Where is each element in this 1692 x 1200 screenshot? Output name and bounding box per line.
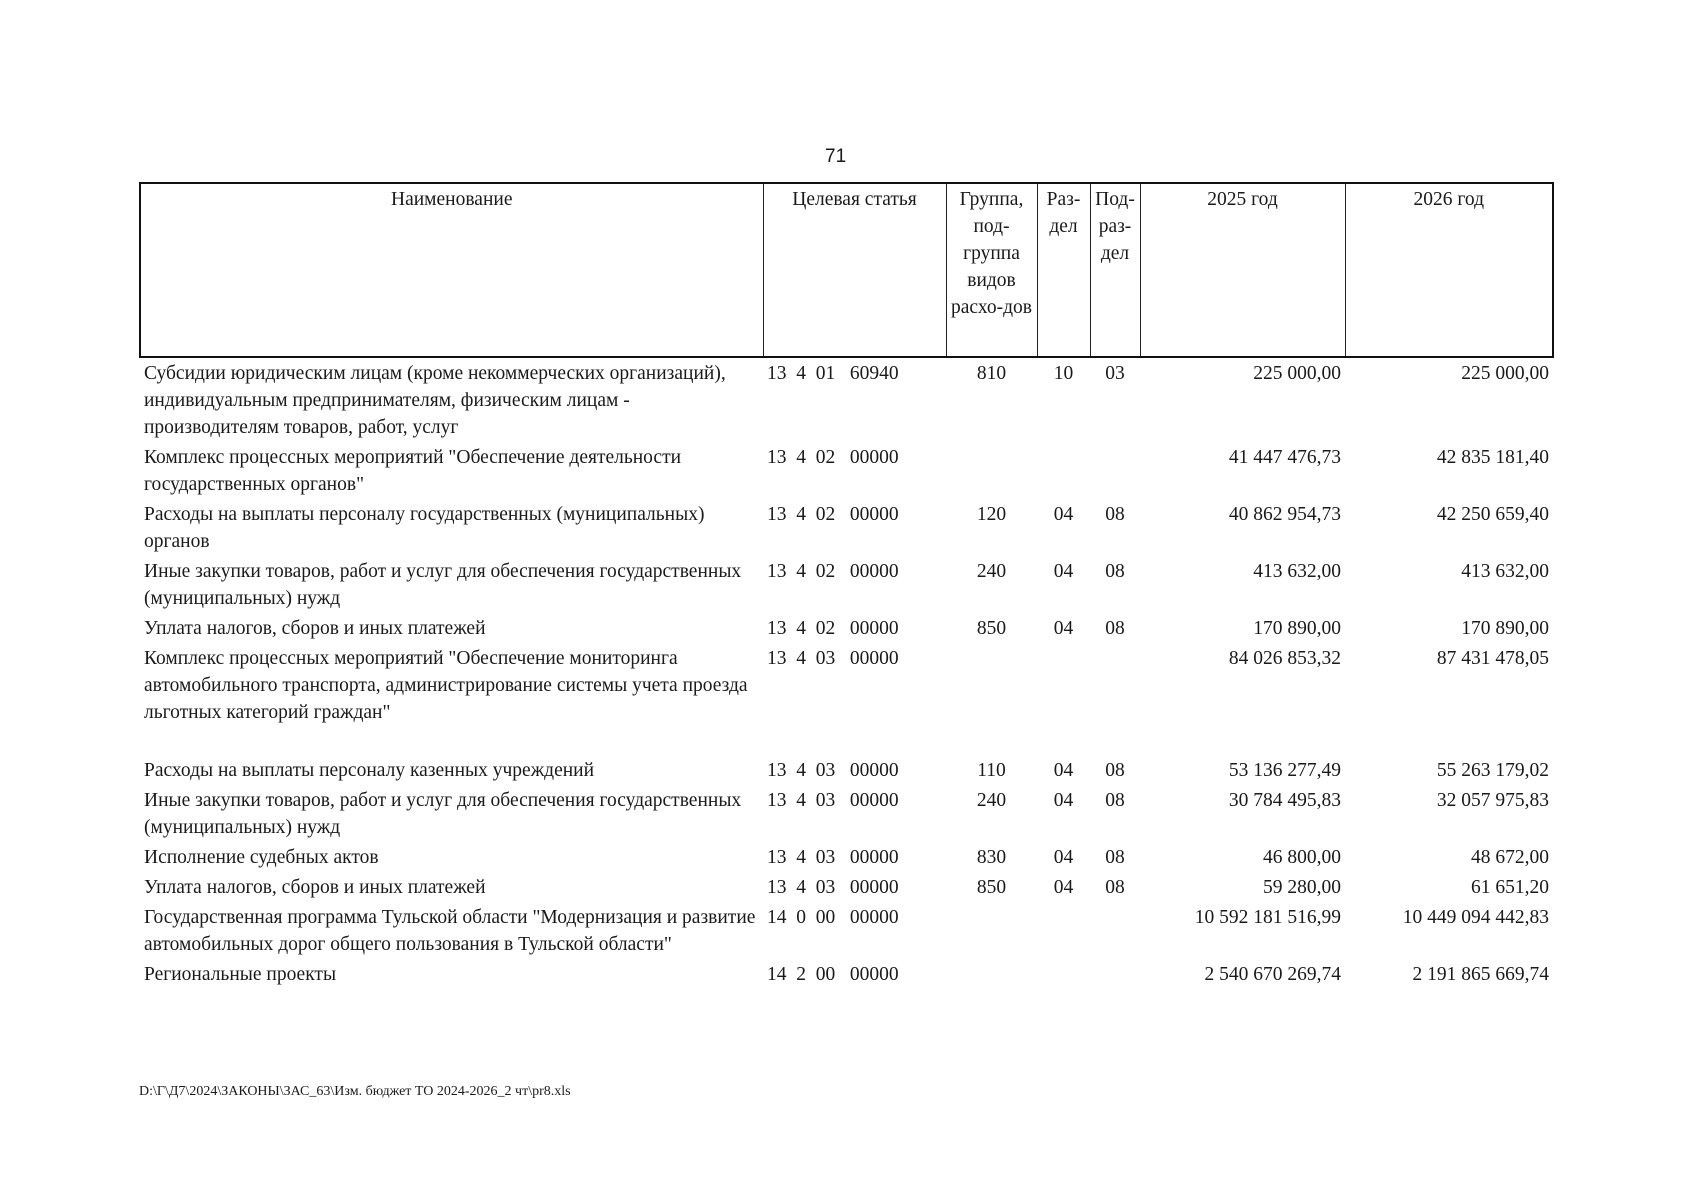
- row-group: 240: [976, 561, 1007, 582]
- row-section: 04: [1053, 790, 1074, 811]
- table-row: [140, 442, 1553, 499]
- row-subsection: [1090, 643, 1140, 755]
- row-subsection: 08: [1105, 561, 1125, 582]
- row-group: 810: [976, 363, 1007, 384]
- row-amount-2026: 48 672,00: [1471, 847, 1549, 868]
- row-amount-2026: 87 431 478,05: [1436, 648, 1549, 669]
- row-amount-2026: 42 250 659,40: [1436, 504, 1549, 525]
- row-name: Расходы на выплаты персоналу казенных учреждений: [144, 760, 595, 781]
- row-subsection: 08: [1105, 877, 1125, 898]
- row-name: Комплекс процессных мероприятий "Обеспечение деятельности государственных органов": [144, 447, 682, 495]
- row-section: 10: [1053, 363, 1074, 384]
- row-amount-2026: 10 449 094 442,83: [1402, 907, 1549, 928]
- row-section: 04: [1053, 877, 1074, 898]
- table-row: [140, 842, 1553, 872]
- row-amount-2026: 55 263 179,02: [1436, 760, 1549, 781]
- row-section: [1037, 902, 1090, 959]
- row-group: [946, 902, 1037, 959]
- header-year-2025: 2025 год: [1140, 183, 1345, 357]
- table-row: [140, 556, 1553, 613]
- row-amount-2026: 2 191 865 669,74: [1412, 964, 1549, 985]
- row-target-code: 13 4 01 60940: [767, 363, 899, 384]
- table-row: [140, 902, 1553, 959]
- row-subsection: 08: [1105, 618, 1125, 639]
- row-subsection: 08: [1105, 504, 1125, 525]
- table-row: [140, 643, 1553, 755]
- header-subsection: Под-раз-дел: [1090, 183, 1140, 357]
- row-target-code: 13 4 02 00000: [767, 561, 899, 582]
- row-group: 110: [977, 760, 1006, 781]
- row-group: 240: [976, 790, 1007, 811]
- table-row: [140, 959, 1553, 989]
- row-target-code: 13 4 03 00000: [767, 847, 899, 868]
- row-target-code: 13 4 02 00000: [767, 618, 899, 639]
- row-amount-2026: 170 890,00: [1461, 618, 1549, 639]
- table-row: [140, 785, 1553, 842]
- row-name: Региональные проекты: [144, 964, 337, 985]
- row-subsection: [1090, 902, 1140, 959]
- row-subsection: 03: [1105, 363, 1125, 384]
- header-year-2026: 2026 год: [1345, 183, 1553, 357]
- row-group: [946, 959, 1037, 989]
- row-subsection: [1090, 959, 1140, 989]
- table-row: [140, 613, 1553, 643]
- row-amount-2026: 61 651,20: [1471, 877, 1549, 898]
- row-amount-2025: 225 000,00: [1253, 363, 1341, 384]
- row-amount-2026: 413 632,00: [1461, 561, 1549, 582]
- row-target-code: 13 4 03 00000: [767, 648, 899, 669]
- row-subsection: 08: [1105, 760, 1125, 781]
- row-group: [946, 643, 1037, 755]
- row-section: 04: [1053, 504, 1074, 525]
- row-section: 04: [1053, 847, 1074, 868]
- row-amount-2025: 30 784 495,83: [1228, 790, 1341, 811]
- row-section: 04: [1053, 561, 1074, 582]
- row-name: Субсидии юридическим лицам (кроме некоммерческих организаций), индивидуальным предпринимателям, физическим лицам - производителям товаров, работ, услуг: [144, 363, 726, 438]
- table-row: [140, 357, 1553, 442]
- row-name: Исполнение судебных актов: [144, 847, 379, 868]
- row-section: [1037, 959, 1090, 989]
- row-amount-2025: 10 592 181 516,99: [1194, 907, 1341, 928]
- header-group: Группа, под-группа видов расхо-дов: [946, 183, 1037, 357]
- row-section: 04: [1053, 618, 1074, 639]
- row-section: [1037, 442, 1090, 499]
- row-amount-2025: 40 862 954,73: [1228, 504, 1341, 525]
- row-group: 850: [976, 618, 1007, 639]
- row-amount-2025: 413 632,00: [1253, 561, 1341, 582]
- table-row: [140, 499, 1553, 556]
- row-target-code: 13 4 02 00000: [767, 504, 899, 525]
- row-name: Комплекс процессных мероприятий "Обеспечение мониторинга автомобильного транспорта, администрирование системы учета проезда льготных категорий граждан": [144, 648, 748, 723]
- row-group: 830: [976, 847, 1007, 868]
- row-section: [1037, 643, 1090, 755]
- row-name: Иные закупки товаров, работ и услуг для обеспечения государственных (муниципальных) нужд: [144, 790, 742, 838]
- row-amount-2025: 46 800,00: [1263, 847, 1341, 868]
- row-group: 850: [976, 877, 1007, 898]
- row-target-code: 13 4 03 00000: [767, 877, 899, 898]
- row-amount-2026: 42 835 181,40: [1436, 447, 1549, 468]
- row-target-code: 14 2 00 00000: [767, 964, 899, 985]
- row-amount-2026: 32 057 975,83: [1436, 790, 1549, 811]
- row-subsection: 08: [1105, 790, 1125, 811]
- row-group: 120: [976, 504, 1007, 525]
- row-name: Расходы на выплаты персоналу государственных (муниципальных) органов: [144, 504, 705, 552]
- row-group: [946, 442, 1037, 499]
- row-subsection: 08: [1105, 847, 1125, 868]
- table-row: [140, 872, 1553, 902]
- table-row: [140, 755, 1553, 785]
- row-name: Уплата налогов, сборов и иных платежей: [144, 618, 486, 639]
- row-target-code: 14 0 00 00000: [767, 907, 899, 928]
- header-target: Целевая статья: [763, 183, 946, 357]
- row-amount-2026: 225 000,00: [1461, 363, 1549, 384]
- row-amount-2025: 59 280,00: [1263, 877, 1341, 898]
- row-name: Государственная программа Тульской области "Модернизация и развитие автомобильных дорог общего пользования в Тульской области": [144, 907, 756, 955]
- row-section: 04: [1053, 760, 1074, 781]
- row-amount-2025: 84 026 853,32: [1228, 648, 1341, 669]
- row-amount-2025: 170 890,00: [1253, 618, 1341, 639]
- table-body: [140, 357, 1553, 989]
- row-target-code: 13 4 02 00000: [767, 447, 899, 468]
- row-amount-2025: 2 540 670 269,74: [1204, 964, 1341, 985]
- header-section: Раз-дел: [1037, 183, 1090, 357]
- row-target-code: 13 4 03 00000: [767, 760, 899, 781]
- budget-table: [139, 182, 1554, 989]
- row-target-code: 13 4 03 00000: [767, 790, 899, 811]
- page-number: 71: [825, 146, 847, 167]
- row-amount-2025: 53 136 277,49: [1228, 760, 1341, 781]
- header-name: Наименование: [140, 183, 763, 357]
- row-subsection: [1090, 442, 1140, 499]
- file-path-footer: D:\Г\Д7\2024\ЗАКОНЫ\ЗАС_63\Изм. бюджет ТО 2024-2026_2 чт\pr8.xls: [139, 1084, 571, 1099]
- row-name: Уплата налогов, сборов и иных платежей: [144, 877, 486, 898]
- table-header-row: [140, 183, 1553, 357]
- row-amount-2025: 41 447 476,73: [1228, 447, 1341, 468]
- row-name: Иные закупки товаров, работ и услуг для обеспечения государственных (муниципальных) нужд: [144, 561, 742, 609]
